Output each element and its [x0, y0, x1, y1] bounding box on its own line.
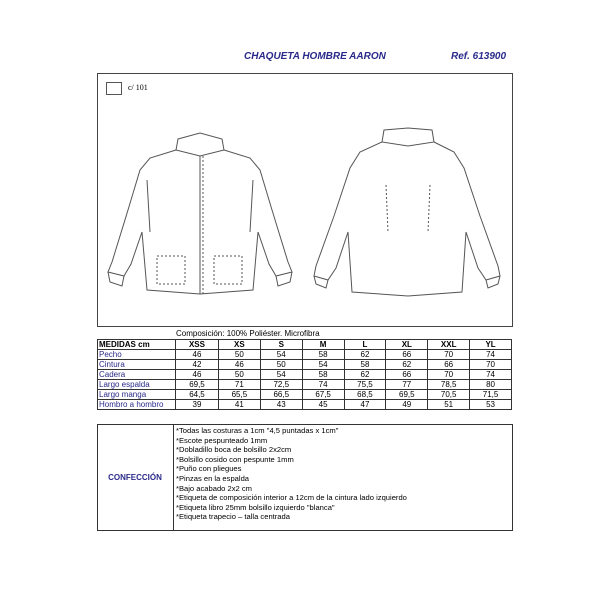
cell-value: 66 [386, 350, 428, 360]
cell-value: 72,5 [260, 380, 302, 390]
table-row [98, 390, 512, 400]
cell-value: 66 [428, 360, 470, 370]
cell-value: 66 [386, 370, 428, 380]
table-row [98, 360, 512, 370]
list-item: *Bajo acabado 2x2 cm [176, 483, 252, 493]
cell-value: 50 [218, 350, 260, 360]
list-item: *Dobladillo boca de bolsillo 2x2cm [176, 445, 292, 455]
row-label: Cadera [98, 370, 176, 380]
cell-value: 43 [260, 400, 302, 410]
cell-value: 70 [428, 350, 470, 360]
size-header: YL [470, 340, 512, 350]
cell-value: 69,5 [176, 380, 219, 390]
table-row [98, 350, 512, 360]
list-item: *Etiqueta trapecio – talla centrada [176, 512, 290, 522]
list-item: *Escote pespunteado 1mm [176, 435, 268, 445]
row-label: Largo espalda [98, 380, 176, 390]
cell-value: 69,5 [386, 390, 428, 400]
cell-value: 58 [302, 370, 344, 380]
cell-value: 58 [302, 350, 344, 360]
list-item: *Etiqueta de composición interior a 12cm de la cintura lado izquierdo [176, 493, 407, 503]
list-item: *Todas las costuras a 1cm "4,5 puntadas x 1cm" [176, 426, 339, 435]
cell-value: 54 [302, 360, 344, 370]
cell-value: 46 [218, 360, 260, 370]
cell-value: 71 [218, 380, 260, 390]
cell-value: 62 [344, 370, 386, 380]
list-item: *Bolsillo cosido con pespunte 1mm [176, 454, 294, 464]
cell-value: 74 [302, 380, 344, 390]
cell-value: 46 [176, 350, 219, 360]
cell-value: 45 [302, 400, 344, 410]
row-label: Cintura [98, 360, 176, 370]
composition-text: Composición: 100% Poliéster. Microfibra [176, 329, 320, 338]
cell-value: 54 [260, 370, 302, 380]
list-item: *Puño con pliegues [176, 464, 242, 474]
cell-value: 62 [344, 350, 386, 360]
reference-number: Ref. 613900 [451, 51, 507, 62]
cell-value: 46 [176, 370, 219, 380]
size-measurements-table [97, 339, 512, 410]
size-header: L [344, 340, 386, 350]
cell-value: 54 [260, 350, 302, 360]
size-header: XSS [176, 340, 219, 350]
cell-value: 66,5 [260, 390, 302, 400]
size-header-row [98, 340, 512, 350]
cell-value: 41 [218, 400, 260, 410]
size-header: XL [386, 340, 428, 350]
table-row [98, 400, 512, 410]
cell-value: 78,5 [428, 380, 470, 390]
cell-value: 80 [470, 380, 512, 390]
cell-value: 70,5 [428, 390, 470, 400]
color-code: c/ 101 [128, 83, 148, 92]
cell-value: 74 [470, 350, 512, 360]
cell-value: 42 [176, 360, 219, 370]
jacket-front-icon [108, 133, 292, 294]
size-header: M [302, 340, 344, 350]
cell-value: 49 [386, 400, 428, 410]
size-header: S [260, 340, 302, 350]
cell-value: 62 [386, 360, 428, 370]
cell-value: 47 [344, 400, 386, 410]
cell-value: 58 [344, 360, 386, 370]
row-label: Hombro a hombro [98, 400, 176, 410]
row-label: Largo manga [98, 390, 176, 400]
cell-value: 74 [470, 370, 512, 380]
cell-value: 50 [218, 370, 260, 380]
confection-instructions [176, 426, 407, 522]
cell-value: 77 [386, 380, 428, 390]
list-item: *Pinzas en la espalda [176, 473, 250, 483]
cell-value: 70 [428, 370, 470, 380]
cell-value: 68,5 [344, 390, 386, 400]
cell-value: 39 [176, 400, 219, 410]
cell-value: 75,5 [344, 380, 386, 390]
jacket-back-icon [314, 128, 500, 296]
size-header: XXL [428, 340, 470, 350]
list-item: *Etiqueta libro 25mm bolsillo izquierdo "blanca" [176, 502, 335, 512]
table-row [98, 380, 512, 390]
cell-value: 71,5 [470, 390, 512, 400]
cell-value: 65,5 [218, 390, 260, 400]
size-header: XS [218, 340, 260, 350]
confection-label: CONFECCIÓN [97, 424, 174, 531]
table-row [98, 370, 512, 380]
cell-value: 70 [470, 360, 512, 370]
cell-value: 50 [260, 360, 302, 370]
row-label: Pecho [98, 350, 176, 360]
cell-value: 53 [470, 400, 512, 410]
measurements-header: MEDIDAS cm [98, 340, 176, 350]
cell-value: 64,5 [176, 390, 219, 400]
cell-value: 51 [428, 400, 470, 410]
document-title: CHAQUETA HOMBRE AARON [244, 51, 386, 62]
cell-value: 67,5 [302, 390, 344, 400]
